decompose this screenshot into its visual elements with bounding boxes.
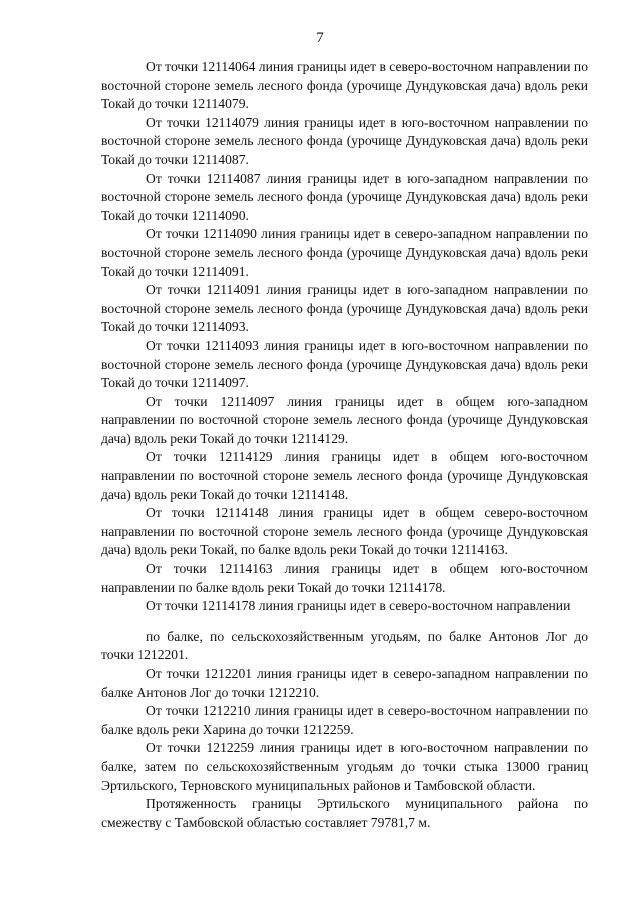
paragraph: От точки 12114148 линия границы идет в общем северо-восточном направлении по восточной стороне земель лесного фонда (урочище Дундуковская дача) вдоль реки Токай, по балке вдоль реки Токай до точки 12114163. [101,505,588,558]
paragraph: От точки 1212201 линия границы идет в северо-западном направлении по балке Антонов Лог до точки 1212210. [101,666,588,700]
paragraph: От точки 1212259 линия границы идет в юго-восточном направлении по балке, затем по сельскохозяйственным угодьям до точки стыка 13000 границ Эртильского, Терновского муниципальных районов и Тамбовской области. [101,740,588,793]
paragraph: От точки 12114079 линия границы идет в юго-восточном направлении по восточной стороне земель лесного фонда (урочище Дундуковская дача) вдоль реки Токай до точки 12114087. [101,114,588,167]
paragraph: От точки 12114093 линия границы идет в юго-восточном направлении по восточной стороне земель лесного фонда (урочище Дундуковская дача) вдоль реки Токай до точки 12114097. [101,337,588,391]
page-number: 7 [316,30,324,46]
paragraph-continuation: по балке, по сельскохозяйственным угодьям, по балке Антонов Лог до точки 1212201. [101,628,588,663]
paragraph: От точки 12114091 линия границы идет в юго-западном направлении по восточной стороне земель лесного фонда (урочище Дундуковская дача) вдоль реки Токай до точки 12114093. [101,282,588,335]
paragraph: От точки 12114090 линия границы идет в северо-западном направлении по восточной стороне земель лесного фонда (урочище Дундуковская дача) вдоль реки Токай до точки 12114091. [101,226,588,279]
paragraph: От точки 12114097 линия границы идет в общем юго-западном направлении по восточной стороне земель лесного фонда (урочище Дундуковская дача) вдоль реки Токай до точки 12114129. [101,393,588,446]
paragraph: От точки 12114129 линия границы идет в общем юго-восточном направлении по восточной стороне земель лесного фонда (урочище Дундуковская дача) вдоль реки Токай до точки 12114148. [101,449,588,502]
paragraph: От точки 12114064 линия границы идет в северо-восточном направлении по восточной стороне земель лесного фонда (урочище Дундуковская дача) вдоль реки Токай до точки 12114079. [101,59,588,112]
paragraph: От точки 1212210 линия границы идет в северо-восточном направлении по балке вдоль реки Харина до точки 1212259. [101,703,588,737]
paragraph: Протяженность границы Эртильского муниципального района по смежеству с Тамбовской областью составляет 79781,7 м. [101,796,588,830]
paragraph: От точки 12114163 линия границы идет в общем юго-восточном направлении по балке вдоль реки Токай до точки 12114178. [101,561,588,595]
paragraph: От точки 12114178 линия границы идет в северо-восточном направлении [146,598,571,614]
document-body [101,58,588,832]
paragraph: От точки 12114087 линия границы идет в юго-западном направлении по восточной стороне земель лесного фонда (урочище Дундуковская дача) вдоль реки Токай до точки 12114090. [101,170,588,223]
